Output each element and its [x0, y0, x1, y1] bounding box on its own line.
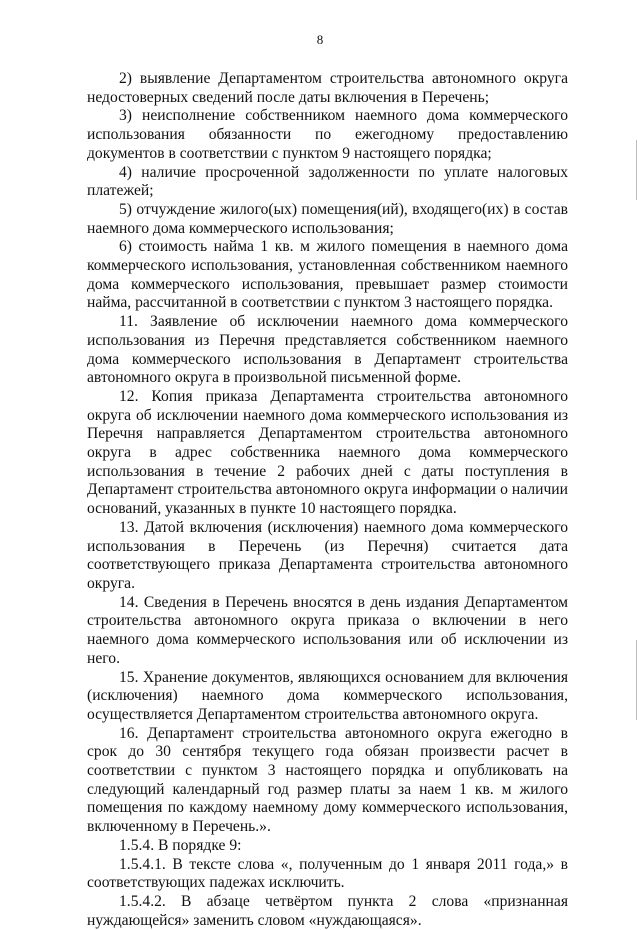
- scan-edge-mark: [636, 640, 637, 720]
- paragraph-item-6: 6) стоимость найма 1 кв. м жилого помещения в наемного дома коммерческого использования, установленная собственником наемного дома коммерческого использования, превышает размер стоимости найма, рассчитанной в соответствии с пунктом 3 настоящего порядка.: [87, 238, 568, 312]
- paragraph-1-5-4-2: 1.5.4.2. В абзаце четвёртом пункта 2 слова «признанная нуждающейся» заменить словом «нуждающаяся».: [87, 892, 568, 929]
- paragraph-clause-11: 11. Заявление об исключении наемного дома коммерческого использования из Перечня представляется собственником наемного дома коммерческого использования в Департамент строительства автономного округа в произвольной письменной форме.: [87, 313, 568, 387]
- paragraph-1-5-4: 1.5.4. В порядке 9:: [119, 836, 242, 854]
- page-number: 8: [316, 32, 324, 47]
- paragraph-clause-16: 16. Департамент строительства автономного округа ежегодно в срок до 30 сентября текущего года обязан произвести расчет в соответствии с пунктом 3 настоящего порядка и опубликовать на следующий календарный год размер платы за наем 1 кв. м жилого помещения по каждому наемному дому коммерческого использования, включенному в Перечень.».: [87, 724, 568, 836]
- paragraph-item-2: 2) выявление Департаментом строительства автономного округа недостоверных сведений после даты включения в Перечень;: [87, 70, 568, 106]
- paragraph-item-3: 3) неисполнение собственником наемного дома коммерческого использования обязанности по ежегодному предоставлению документов в соответствии с пунктом 9 настоящего порядка;: [87, 107, 568, 162]
- paragraph-clause-13: 13. Датой включения (исключения) наемного дома коммерческого использования в Перечень (из Перечня) считается дата соответствующего приказа Департамента строительства автономного округа.: [87, 518, 568, 592]
- paragraph-clause-15: 15. Хранение документов, являющихся основанием для включения (исключения) наемного дома коммерческого использования, осуществляется Департаментом строительства автономного округа.: [87, 668, 568, 723]
- paragraph-1-5-4-1: 1.5.4.1. В тексте слова «, полученным до 1 января 2011 года,» в соответствующих падежах исключить.: [87, 855, 568, 892]
- paragraph-item-5: 5) отчуждение жилого(ых) помещения(ий), входящего(их) в состав наемного дома коммерческого использования;: [87, 200, 568, 237]
- paragraph-item-4: 4) наличие просроченной задолженности по уплате налоговых платежей;: [87, 163, 568, 200]
- paragraph-clause-12: 12. Копия приказа Департамента строительства автономного округа об исключении наемного дома коммерческого использования из Перечня направляется Департаментом строительства автономного округа в адрес собственника наемного дома коммерческого использования в течение 2 рабочих дней с даты поступления в Департамент строительства автономного округа информации о наличии оснований, указанных в пункте 10 настоящего порядка.: [87, 387, 568, 518]
- scan-edge-mark: [636, 140, 637, 200]
- paragraph-clause-14: 14. Сведения в Перечень вносятся в день издания Департаментом строительства автономного округа приказа о включении в него наемного дома коммерческого использования или об исключении из него.: [87, 593, 568, 667]
- document-body: [87, 70, 568, 930]
